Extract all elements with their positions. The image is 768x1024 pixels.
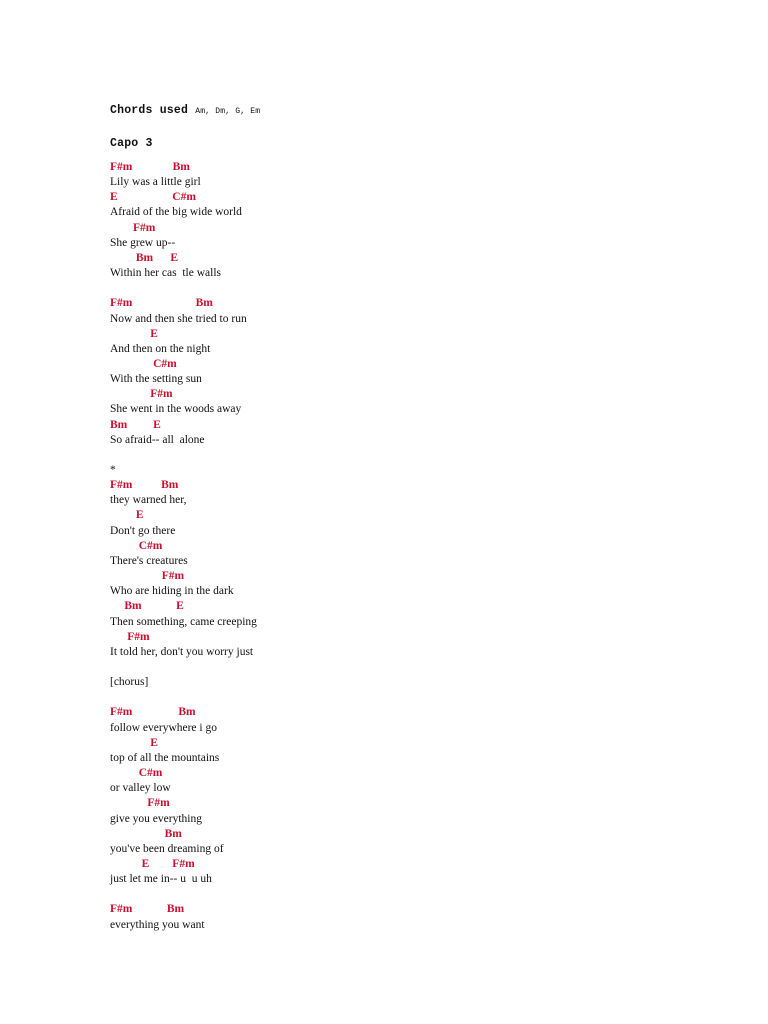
lyric-line: So afraid-- all alone [110, 433, 205, 446]
lyric-line: Lily was a little girl [110, 176, 201, 189]
chord-line: Bm [110, 827, 182, 840]
lyric-line: Within her cas tle walls [110, 267, 221, 280]
lyric-line: There's creatures [110, 554, 188, 567]
chord-line: F#m Bm [110, 161, 190, 173]
lyric-line: * [110, 464, 116, 476]
chord-line: E [110, 509, 144, 522]
lyric-line: or valley low [110, 782, 171, 795]
chord-line: F#m Bm [110, 297, 213, 310]
lyric-line: Who are hiding in the dark [110, 585, 234, 598]
lyric-line: Don't go there [110, 524, 176, 537]
lyric-line: It told her, don't you worry just [110, 645, 254, 658]
lyric-line: give you everything [110, 812, 202, 825]
lyric-line: She grew up-- [110, 236, 176, 249]
chords-used-label: Chords used [110, 104, 189, 117]
lyric-line: [chorus] [110, 676, 149, 689]
lyric-line: top of all the mountains [110, 751, 220, 764]
lyric-line: they warned her, [110, 494, 187, 507]
chord-line: Bm E [110, 251, 179, 264]
chord-line: E F#m [110, 857, 195, 870]
lyric-line: just let me in-- u u uh [110, 873, 212, 886]
chord-line: E [110, 327, 158, 340]
lyric-line: Then something, came creeping [110, 615, 257, 628]
lyric-line: With the setting sun [110, 373, 202, 386]
chord-line: C#m [110, 358, 177, 370]
chord-line: F#m Bm [110, 706, 196, 719]
chord-line: F#m [110, 388, 173, 401]
lyric-line: everything you want [110, 918, 205, 931]
chord-line: F#m Bm [110, 903, 185, 916]
lyric-line: you've been dreaming of [110, 842, 224, 855]
chords-used-header [110, 104, 260, 118]
lyric-line: follow everywhere i go [110, 721, 217, 734]
chord-line: F#m [110, 221, 156, 234]
chord-line: F#m [110, 570, 185, 582]
capo-label: Capo 3 [110, 137, 153, 150]
chord-line: F#m [110, 797, 170, 810]
lyric-line: Now and then she tried to run [110, 312, 247, 325]
chord-line: F#m [110, 630, 150, 643]
chord-line: Bm E [110, 418, 161, 431]
chord-line: E [110, 736, 158, 749]
lyric-line: She went in the woods away [110, 403, 242, 416]
chord-line: Bm E [110, 600, 184, 613]
lyric-line: And then on the night [110, 342, 211, 355]
chords-used-list: Am, Dm, G, Em [195, 107, 261, 116]
lyric-line: Afraid of the big wide world [110, 206, 242, 219]
chord-line: C#m [110, 539, 163, 552]
chord-line: C#m [110, 767, 163, 779]
chord-line: F#m Bm [110, 479, 179, 492]
chord-line: E C#m [110, 191, 196, 204]
